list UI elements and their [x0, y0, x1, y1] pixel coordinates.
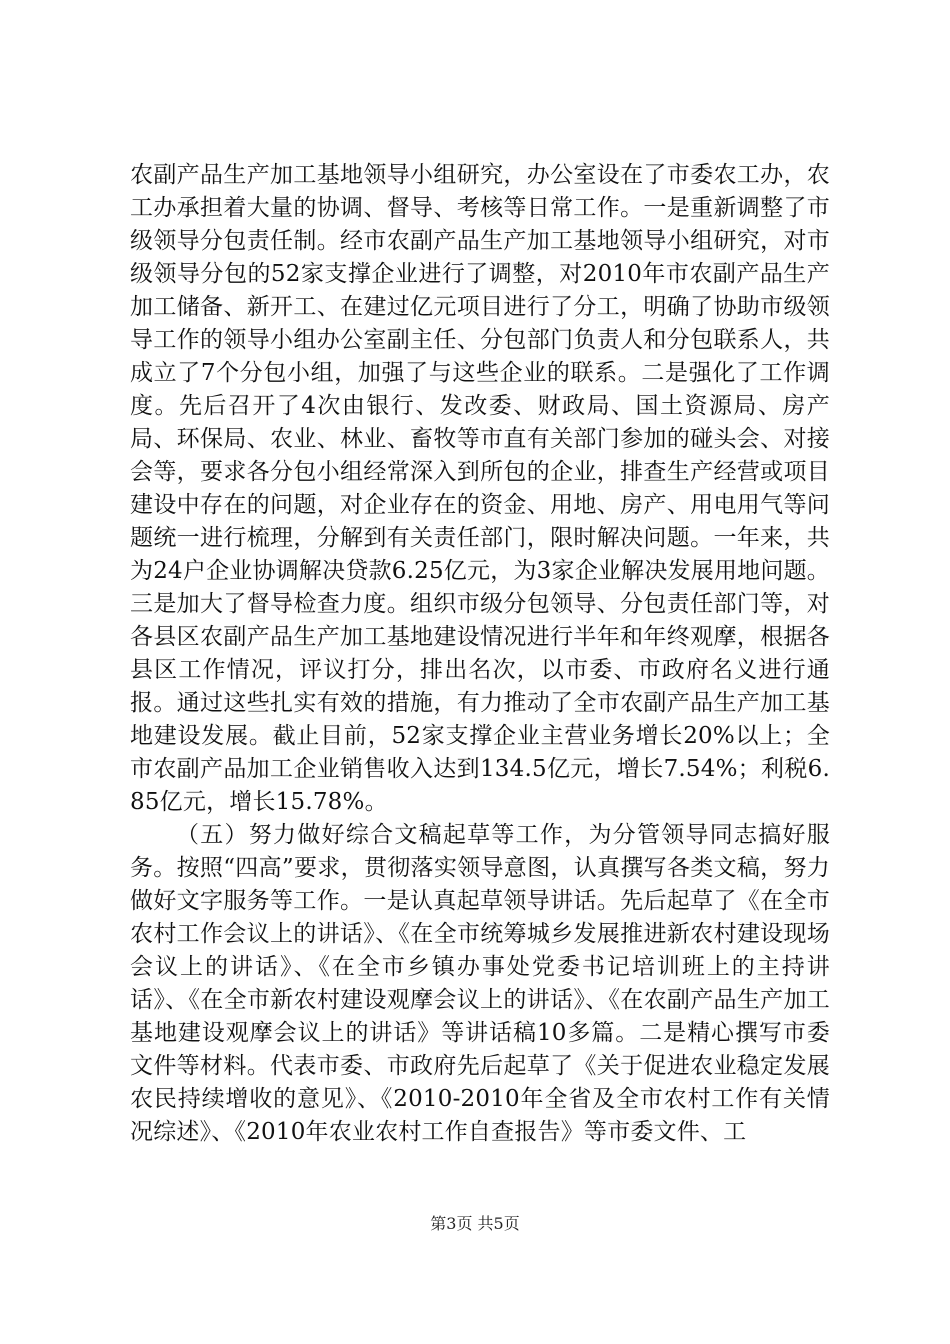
document-body [130, 159, 830, 1149]
paragraph-2: （五）努力做好综合文稿起草等工作，为分管领导同志搞好服务。按照“四高”要求，贯彻落实领导意图，认真撰写各类文稿，努力做好文字服务等工作。一是认真起草领导讲话。先后起草了《在全市农村工作会议上的讲话》、《在全市统筹城乡发展推进新农村建设现场会议上的讲话》、《在全市乡镇办事处党委书记培训班上的主持讲话》、《在全市新农村建设观摩会议上的讲话》、《在农副产品生产加工基地建设观摩会议上的讲话》等讲话稿10多篇。二是精心撰写市委文件等材料。代表市委、市政府先后起草了《关于促进农业稳定发展农民持续增收的意见》、《2010-2010年全省及全市农村工作有关情况综述》、《2010年农业农村工作自查报告》等市委文件、工 [130, 822, 830, 1145]
page-number: 第3页 共5页 [430, 1214, 520, 1233]
page-footer [0, 1214, 950, 1234]
paragraph-1: 农副产品生产加工基地领导小组研究，办公室设在了市委农工办，农工办承担着大量的协调、督导、考核等日常工作。一是重新调整了市级领导分包责任制。经市农副产品生产加工基地领导小组研究，对市级领导分包的52家支撑企业进行了调整，对2010年市农副产品生产加工储备、新开工、在建过亿元项目进行了分工，明确了协助市级领导工作的领导小组办公室副主任、分包部门负责人和分包联系人，共成立了7个分包小组，加强了与这些企业的联系。二是强化了工作调度。先后召开了4次由银行、发改委、财政局、国土资源局、房产局、环保局、农业、林业、畜牧等市直有关部门参加的碰头会、对接会等，要求各分包小组经常深入到所包的企业，排查生产经营或项目建设中存在的问题，对企业存在的资金、用地、房产、用电用气等问题统一进行梳理，分解到有关责任部门，限时解决问题。一年来，共为24户企业协调解决贷款6.25亿元，为3家企业解决发展用地问题。三是加大了督导检查力度。组织市级分包领导、分包责任部门等，对各县区农副产品生产加工基地建设情况进行半年和年终观摩，根据各县区工作情况，评议打分，排出名次，以市委、市政府名义进行通报。通过这些扎实有效的措施，有力推动了全市农副产品生产加工基地建设发展。截止目前，52家支撑企业主营业务增长20%以上；全市农副产品加工企业销售收入达到134.5亿元，增长7.54%；利税6.85亿元，增长15.78%。 [130, 162, 830, 815]
